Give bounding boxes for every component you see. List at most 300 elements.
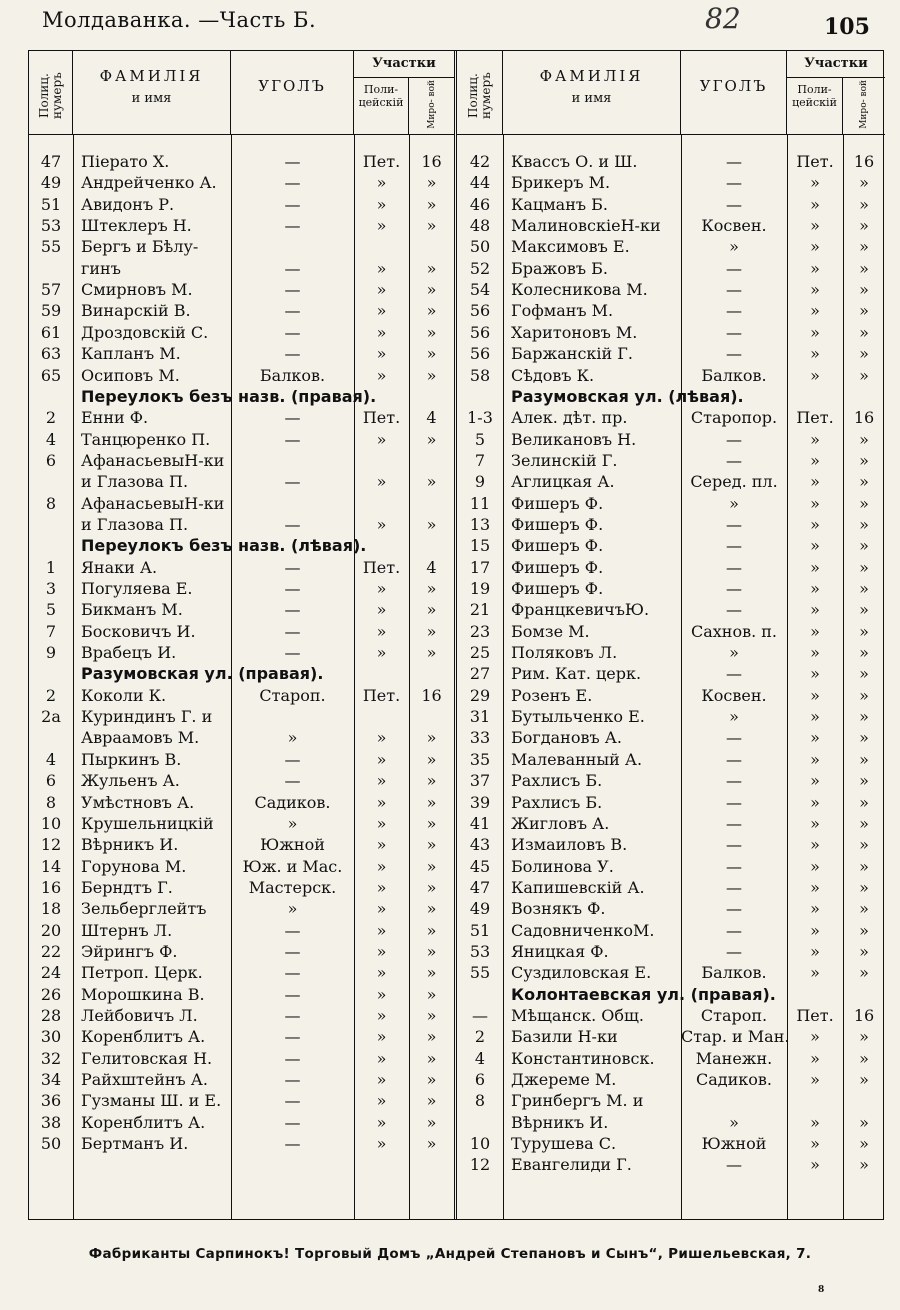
- cell-name: Эйрингъ Ф.: [81, 941, 178, 961]
- cell-name: Лейбовичъ Л.: [81, 1006, 198, 1025]
- cell-name: АфанасьевыН-ки: [81, 450, 225, 470]
- cell-num: 36: [40, 1091, 62, 1111]
- table-row: [29, 236, 454, 257]
- cell-mir: »: [426, 429, 437, 449]
- header-num: Полиц. нумеръ: [29, 51, 73, 134]
- cell-corner: —: [726, 877, 742, 897]
- cell-num: 2: [45, 408, 57, 428]
- cell-mir: »: [859, 301, 869, 321]
- cell-num: 55: [40, 237, 62, 257]
- cell-name: Горунова М.: [81, 856, 187, 876]
- cell-name: Гузманы Ш. и Е.: [81, 1091, 222, 1111]
- cell-num: 13: [469, 514, 491, 534]
- cell-mir: »: [426, 344, 437, 364]
- table-row: [29, 279, 454, 300]
- cell-mir: 16: [421, 685, 442, 705]
- cell-name: Авраамовъ М.: [81, 728, 200, 748]
- cell-pol: »: [810, 536, 820, 556]
- cell-num: 30: [40, 1027, 62, 1047]
- cell-corner: —: [726, 664, 742, 684]
- cell-name: Болинова У.: [511, 856, 614, 876]
- cell-corner: Косвен.: [701, 685, 767, 705]
- left-table-header: [29, 51, 454, 135]
- cell-num: 29: [469, 685, 491, 705]
- cell-pol: »: [810, 472, 820, 492]
- cell-mir: »: [859, 536, 869, 556]
- table-row: [457, 1154, 885, 1175]
- table-row: [457, 236, 885, 257]
- cell-mir: »: [426, 1027, 437, 1047]
- cell-corner: —: [284, 1070, 301, 1090]
- footer-signature: 8: [818, 1285, 825, 1295]
- page-title: Молдаванка. —Часть Б.: [42, 8, 317, 32]
- table-row: [457, 599, 885, 620]
- cell-name: Сѣдовъ К.: [511, 365, 595, 385]
- table-row: [29, 429, 454, 450]
- cell-corner: Мастерск.: [248, 877, 337, 897]
- cell-name: Пыркинъ В.: [81, 749, 182, 769]
- cell-corner: —: [726, 941, 742, 961]
- table-row: [29, 898, 454, 919]
- page-number: 105: [824, 14, 870, 40]
- table-row: [457, 258, 885, 279]
- cell-pol: »: [810, 643, 820, 663]
- table-row: [457, 514, 885, 535]
- cell-corner: —: [726, 173, 742, 193]
- table-row: [29, 514, 454, 535]
- cell-num: 52: [469, 258, 491, 278]
- cell-pol: »: [376, 621, 387, 641]
- cell-corner: Стар. и Ман.: [681, 1027, 790, 1047]
- header-surname: ФАМИЛІЯ и имя: [73, 51, 231, 134]
- cell-name: Харитоновъ М.: [511, 322, 638, 342]
- cell-mir: »: [426, 835, 437, 855]
- cell-corner: —: [726, 749, 742, 769]
- cell-num: 49: [469, 899, 491, 919]
- cell-pol: »: [810, 835, 820, 855]
- table-row: [457, 450, 885, 471]
- cell-mir: »: [859, 941, 869, 961]
- table-row: [29, 962, 454, 983]
- cell-num: 2а: [41, 707, 61, 727]
- cell-mir: »: [426, 1048, 437, 1068]
- table-row: [457, 834, 885, 855]
- cell-corner: —: [726, 429, 742, 449]
- table-row: [457, 343, 885, 364]
- cell-mir: »: [859, 322, 869, 342]
- cell-corner: —: [284, 1091, 301, 1111]
- cell-num: 9: [45, 643, 57, 663]
- cell-mir: »: [859, 835, 869, 855]
- cell-corner: —: [284, 344, 301, 364]
- cell-corner: Садиков.: [695, 1070, 773, 1090]
- cell-mir: »: [426, 792, 437, 812]
- cell-corner: —: [726, 728, 742, 748]
- cell-num: 14: [40, 856, 62, 876]
- cell-pol: »: [376, 920, 387, 940]
- cell-name: Коколи К.: [81, 685, 167, 705]
- cell-num: 28: [40, 1006, 62, 1025]
- cell-mir: »: [859, 643, 869, 663]
- cell-num: 46: [469, 194, 491, 214]
- cell-pol: »: [810, 899, 820, 919]
- cell-mir: »: [859, 514, 869, 534]
- table-row: [29, 493, 454, 514]
- cell-mir: »: [859, 920, 869, 940]
- cell-corner: »: [729, 643, 739, 663]
- cell-num: 17: [469, 557, 491, 577]
- street-heading-text: Переулокъ безъ назв. (лѣвая).: [81, 536, 367, 556]
- cell-mir: »: [859, 579, 869, 598]
- cell-mir: »: [859, 600, 869, 620]
- street-heading: [29, 535, 454, 556]
- table-row: [457, 1048, 885, 1069]
- cell-pol: »: [810, 707, 820, 727]
- cell-num: 34: [40, 1070, 62, 1090]
- cell-name: и Глазова П.: [81, 514, 189, 534]
- cell-mir: »: [859, 450, 869, 470]
- cell-name: Максимовъ Е.: [511, 237, 630, 257]
- cell-name: Гринбергъ М. и: [511, 1091, 644, 1111]
- table-row: [29, 322, 454, 343]
- table-row: [457, 493, 885, 514]
- cell-mir: 16: [421, 152, 442, 171]
- cell-name: Бикманъ М.: [81, 600, 183, 620]
- cell-pol: Пет.: [796, 1006, 834, 1025]
- header-sections: Участки Поли- цейскій Миро- вой: [354, 51, 454, 134]
- cell-pol: »: [810, 344, 820, 364]
- cell-pol: »: [376, 344, 387, 364]
- table-row: [457, 685, 885, 706]
- cell-pol: »: [376, 280, 387, 300]
- cell-corner: »: [729, 707, 739, 727]
- table-row: [457, 941, 885, 962]
- street-heading: [457, 386, 885, 407]
- cell-corner: Сахнов. п.: [690, 621, 778, 641]
- cell-corner: —: [726, 514, 742, 534]
- cell-name: Евангелиди Г.: [511, 1155, 632, 1175]
- cell-pol: »: [376, 877, 387, 897]
- table-row: [29, 685, 454, 706]
- cell-name: Джереме М.: [511, 1070, 617, 1090]
- cell-corner: »: [729, 1112, 739, 1132]
- cell-name: Умѣстновъ А.: [81, 792, 195, 812]
- cell-mir: »: [426, 579, 437, 598]
- cell-pol: »: [810, 1048, 820, 1068]
- table-row: [29, 215, 454, 236]
- cell-pol: »: [376, 1006, 387, 1025]
- cell-pol: Пет.: [362, 557, 401, 577]
- header-sections: Участки Поли- цейскій Миро- вой: [787, 51, 885, 134]
- cell-corner: —: [284, 771, 301, 791]
- cell-pol: »: [376, 984, 387, 1004]
- cell-name: Жигловъ А.: [511, 813, 610, 833]
- cell-pol: »: [810, 493, 820, 513]
- cell-num: 6: [474, 1070, 486, 1090]
- table-row: [29, 727, 454, 748]
- cell-name: Морошкина В.: [81, 984, 205, 1004]
- table-row: [457, 365, 885, 386]
- cell-corner: »: [729, 237, 739, 257]
- cell-name: Колесникова М.: [511, 280, 648, 300]
- table-row: [457, 1090, 885, 1111]
- cell-mir: »: [426, 365, 437, 385]
- street-heading: [29, 663, 454, 684]
- table-row: [457, 770, 885, 791]
- cell-corner: —: [284, 301, 301, 321]
- cell-name: Коренблитъ А.: [81, 1112, 206, 1132]
- cell-mir: »: [859, 792, 869, 812]
- cell-num: 7: [45, 621, 57, 641]
- table-row: [457, 706, 885, 727]
- table-row: [457, 1005, 885, 1026]
- cell-corner: —: [726, 194, 742, 214]
- cell-mir: »: [426, 621, 437, 641]
- cell-corner: Староп.: [259, 685, 326, 705]
- cell-pol: »: [810, 173, 820, 193]
- table-row: [457, 727, 885, 748]
- cell-pol: »: [810, 1155, 820, 1175]
- cell-name: МалиновскіеН-ки: [511, 216, 661, 236]
- street-heading-text: Колонтаевская ул. (правая).: [511, 984, 776, 1004]
- cell-mir: »: [426, 813, 437, 833]
- cell-num: 1: [45, 557, 57, 577]
- cell-corner: —: [284, 1134, 301, 1154]
- cell-pol: »: [810, 579, 820, 598]
- table-row: [29, 578, 454, 599]
- cell-name: Зельберглейтъ: [81, 899, 207, 919]
- table-row: [29, 258, 454, 279]
- cell-mir: »: [426, 1112, 437, 1132]
- cell-pol: Пет.: [362, 408, 401, 428]
- cell-mir: 16: [853, 152, 875, 171]
- cell-num: 45: [469, 856, 491, 876]
- cell-name: Райхштейнъ А.: [81, 1070, 208, 1090]
- cell-mir: »: [426, 856, 437, 876]
- cell-mir: »: [426, 920, 437, 940]
- cell-mir: »: [859, 1070, 869, 1090]
- cell-corner: —: [284, 216, 301, 236]
- cell-mir: »: [859, 771, 869, 791]
- table-row: [457, 172, 885, 193]
- cell-pol: »: [810, 557, 820, 577]
- right-half: [457, 51, 885, 1219]
- table-row: [29, 1048, 454, 1069]
- cell-num: 53: [469, 941, 491, 961]
- cell-name: Рим. Кат. церк.: [511, 664, 642, 684]
- table-row: [29, 407, 454, 428]
- cell-corner: —: [726, 322, 742, 342]
- cell-name: АфанасьевыН-ки: [81, 493, 225, 513]
- cell-num: 8: [45, 493, 57, 513]
- cell-mir: »: [426, 1070, 437, 1090]
- cell-num: 27: [469, 664, 491, 684]
- cell-name: Капланъ М.: [81, 344, 181, 364]
- cell-name: Кацманъ Б.: [511, 194, 608, 214]
- table-row: [29, 877, 454, 898]
- cell-mir: »: [426, 301, 437, 321]
- cell-pol: »: [810, 749, 820, 769]
- table-row: [457, 429, 885, 450]
- cell-num: 5: [45, 600, 57, 620]
- cell-name: Суздиловская Е.: [511, 963, 652, 983]
- table-row: [29, 856, 454, 877]
- cell-num: 51: [469, 920, 491, 940]
- cell-pol: »: [810, 664, 820, 684]
- cell-pol: »: [376, 941, 387, 961]
- cell-name: Поляковъ Л.: [511, 643, 618, 663]
- cell-corner: —: [726, 280, 742, 300]
- cell-corner: —: [284, 984, 301, 1004]
- cell-name: Енни Ф.: [81, 408, 149, 428]
- cell-name: Баржанскій Г.: [511, 344, 633, 364]
- cell-name: Бражовъ Б.: [511, 258, 609, 278]
- cell-pol: »: [376, 216, 387, 236]
- cell-num: 1-3: [467, 408, 493, 428]
- cell-name: Рахлисъ Б.: [511, 792, 603, 812]
- table-row: [457, 194, 885, 215]
- table-row: [457, 792, 885, 813]
- cell-mir: »: [859, 749, 869, 769]
- cell-corner: —: [284, 1006, 301, 1025]
- cell-name: Фишеръ Ф.: [511, 557, 604, 577]
- cell-corner: —: [726, 899, 742, 919]
- cell-name: Босковичъ И.: [81, 621, 196, 641]
- cell-name: Фишеръ Ф.: [511, 493, 604, 513]
- cell-name: Коренблитъ А.: [81, 1027, 206, 1047]
- cell-mir: »: [859, 728, 869, 748]
- cell-name: Фишеръ Ф.: [511, 579, 604, 598]
- cell-pol: »: [810, 877, 820, 897]
- cell-pol: »: [376, 835, 387, 855]
- cell-corner: —: [284, 579, 301, 598]
- cell-name: СадовниченкоМ.: [511, 920, 655, 940]
- cell-pol: »: [810, 1134, 820, 1154]
- cell-num: 56: [469, 301, 491, 321]
- table-row: [457, 1133, 885, 1154]
- cell-corner: »: [729, 493, 739, 513]
- cell-mir: »: [426, 1006, 437, 1025]
- cell-corner: Юж. и Мас.: [242, 856, 343, 876]
- table-row: [29, 343, 454, 364]
- cell-pol: »: [810, 856, 820, 876]
- cell-name: Врабецъ И.: [81, 643, 177, 663]
- cell-mir: »: [859, 1134, 869, 1154]
- header-corner: УГОЛЪ: [681, 51, 787, 134]
- cell-mir: »: [426, 1091, 437, 1111]
- cell-corner: Южной: [701, 1134, 767, 1154]
- cell-num: 5: [474, 429, 486, 449]
- table-row: [29, 1005, 454, 1026]
- cell-num: 63: [40, 344, 62, 364]
- table-row: [29, 749, 454, 770]
- cell-corner: —: [284, 941, 301, 961]
- cell-corner: —: [284, 173, 301, 193]
- cell-mir: »: [426, 600, 437, 620]
- cell-corner: —: [726, 536, 742, 556]
- cell-pol: »: [810, 429, 820, 449]
- table-row: [29, 706, 454, 727]
- cell-mir: »: [426, 941, 437, 961]
- cell-name: Мѣщанск. Общ.: [511, 1006, 644, 1025]
- cell-name: Штернъ Л.: [81, 920, 173, 940]
- cell-pol: »: [376, 749, 387, 769]
- cell-num: 65: [40, 365, 62, 385]
- cell-corner: —: [284, 1027, 301, 1047]
- cell-mir: »: [426, 280, 437, 300]
- left-half: [29, 51, 457, 1219]
- cell-pol: »: [810, 792, 820, 812]
- cell-corner: —: [284, 1048, 301, 1068]
- cell-mir: »: [859, 856, 869, 876]
- cell-name: Фишеръ Ф.: [511, 536, 604, 556]
- table-row: [29, 1090, 454, 1111]
- cell-pol: »: [376, 1070, 387, 1090]
- cell-num: 35: [469, 749, 491, 769]
- cell-name: Танцюренко П.: [81, 429, 211, 449]
- cell-corner: —: [284, 429, 301, 449]
- cell-name: Винарскій В.: [81, 301, 191, 321]
- street-heading: [29, 386, 454, 407]
- cell-pol: »: [810, 685, 820, 705]
- cell-name: Розенъ Е.: [511, 685, 593, 705]
- cell-mir: »: [859, 258, 869, 278]
- cell-num: 37: [469, 771, 491, 791]
- cell-corner: —: [284, 280, 301, 300]
- cell-name: Малеванный А.: [511, 749, 643, 769]
- cell-pol: »: [810, 728, 820, 748]
- table-row: [29, 834, 454, 855]
- cell-num: 12: [469, 1155, 491, 1175]
- cell-mir: »: [426, 258, 437, 278]
- cell-corner: —: [726, 152, 742, 171]
- cell-name: Авидонъ Р.: [81, 194, 175, 214]
- cell-corner: —: [726, 579, 742, 598]
- table-row: [29, 300, 454, 321]
- cell-pol: »: [810, 194, 820, 214]
- table-row: [457, 642, 885, 663]
- cell-pol: Пет.: [796, 408, 834, 428]
- cell-pol: »: [376, 813, 387, 833]
- table-row: [457, 1026, 885, 1047]
- cell-pol: »: [810, 514, 820, 534]
- cell-mir: »: [426, 194, 437, 214]
- cell-mir: »: [859, 194, 869, 214]
- cell-name: Капишевскій А.: [511, 877, 645, 897]
- cell-corner: Балков.: [701, 963, 767, 983]
- cell-pol: »: [810, 941, 820, 961]
- cell-mir: »: [859, 365, 869, 385]
- cell-name: Погуляева Е.: [81, 579, 193, 598]
- cell-mir: »: [426, 1134, 437, 1154]
- cell-num: 51: [40, 194, 62, 214]
- cell-corner: »: [287, 813, 298, 833]
- cell-num: 42: [469, 152, 491, 171]
- street-heading-text: Переулокъ безъ назв. (правая).: [81, 386, 377, 406]
- cell-num: 2: [45, 685, 57, 705]
- cell-num: 12: [40, 835, 62, 855]
- cell-mir: »: [426, 322, 437, 342]
- cell-num: 4: [474, 1048, 486, 1068]
- cell-corner: —: [726, 920, 742, 940]
- cell-corner: Староп.: [700, 1006, 768, 1025]
- cell-name: Константиновск.: [511, 1048, 655, 1068]
- cell-name: гинъ: [81, 258, 121, 278]
- cell-num: 18: [40, 899, 62, 919]
- cell-mir: »: [859, 280, 869, 300]
- cell-mir: »: [859, 899, 869, 919]
- cell-num: 22: [40, 941, 62, 961]
